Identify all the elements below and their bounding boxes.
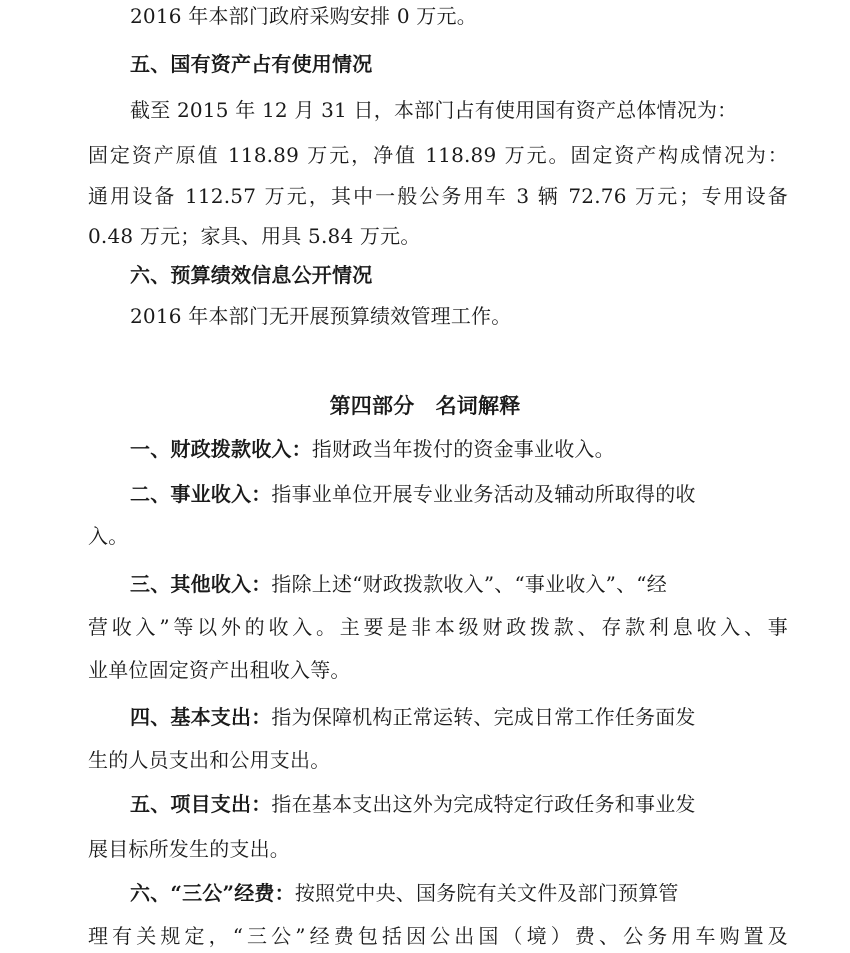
procurement-line: 2016 年本部门政府采购安排 0 万元。 bbox=[130, 4, 477, 28]
paragraph-line: 业单位固定资产出租收入等。 bbox=[88, 658, 351, 682]
part-title: 第四部分 名词解释 bbox=[329, 393, 521, 418]
paragraph-line: 营收入”等以外的收入。主要是非本级财政拨款、存款利息收入、事 bbox=[88, 615, 788, 639]
term-label: 四、基本支出： bbox=[130, 705, 272, 729]
term-label: 二、事业收入： bbox=[130, 482, 272, 506]
term-definition-4 bbox=[130, 703, 790, 731]
term-definition-3 bbox=[130, 570, 790, 598]
paragraph-line: 理有关规定，“三公”经费包括因公出国（境）费、公务用车购置及 bbox=[88, 924, 788, 948]
paragraph-line: 入。 bbox=[88, 524, 129, 548]
term-definition-5 bbox=[130, 790, 790, 818]
paragraph-line: 展目标所发生的支出。 bbox=[88, 837, 290, 861]
paragraph-line: 2016 年本部门无开展预算绩效管理工作。 bbox=[130, 304, 512, 328]
term-label: 五、项目支出： bbox=[130, 792, 272, 816]
section-heading-5: 五、国有资产占有使用情况 bbox=[130, 52, 373, 76]
term-label: 六、“三公”经费： bbox=[130, 881, 295, 905]
paragraph-line: 0.48 万元；家具、用具 5.84 万元。 bbox=[88, 224, 421, 248]
term-label: 三、其他收入： bbox=[130, 572, 272, 596]
section-heading-6: 六、预算绩效信息公开情况 bbox=[130, 263, 373, 287]
paragraph-line: 通用设备 112.57 万元，其中一般公务用车 3 辆 72.76 万元；专用设备 bbox=[88, 184, 788, 208]
term-text: 指在基本支出这外为完成特定行政任务和事业发 bbox=[271, 792, 696, 816]
term-label: 一、财政拨款收入： bbox=[130, 437, 312, 461]
term-text: 指财政当年拨付的资金事业收入。 bbox=[311, 437, 615, 461]
term-text: 指除上述“财政拨款收入”、“事业收入”、“经 bbox=[271, 572, 667, 596]
term-definition-2 bbox=[130, 480, 790, 508]
term-text: 指为保障机构正常运转、完成日常工作任务面发 bbox=[271, 705, 696, 729]
term-text: 按照党中央、国务院有关文件及部门预算管 bbox=[294, 881, 679, 905]
paragraph-line: 截至 2015 年 12 月 31 日，本部门占有使用国有资产总体情况为： bbox=[130, 98, 738, 122]
paragraph-line: 生的人员支出和公用支出。 bbox=[88, 748, 331, 772]
term-definition-1 bbox=[130, 435, 790, 463]
paragraph-line: 固定资产原值 118.89 万元，净值 118.89 万元。固定资产构成情况为： bbox=[88, 143, 788, 167]
term-text: 指事业单位开展专业业务活动及辅动所取得的收 bbox=[271, 482, 696, 506]
term-definition-6 bbox=[130, 879, 790, 907]
